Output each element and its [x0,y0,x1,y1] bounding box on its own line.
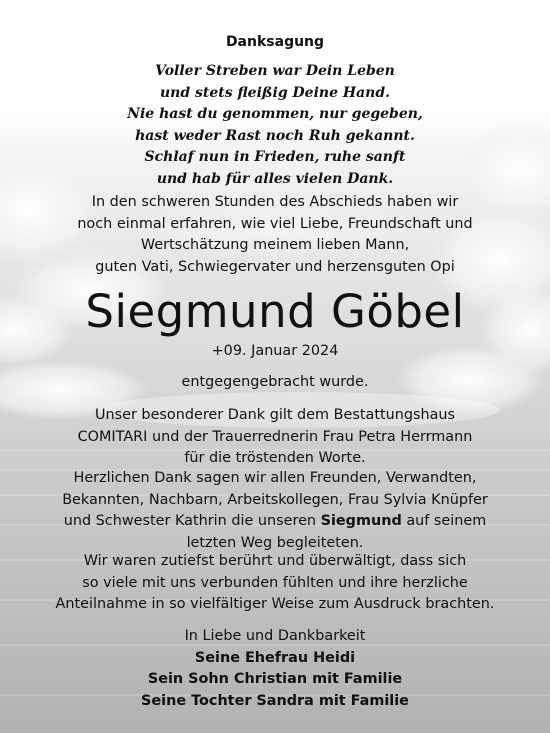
intro-line: Wertschätzung meinem lieben Mann, [140,237,410,254]
thanks-friends-line [0,511,550,533]
notice-heading: Danksagung [225,34,325,50]
poem-line: hast weder Rast noch Ruh gekannt. [135,127,415,144]
thanks-funeral-line: für die tröstenden Worte. [184,450,366,467]
poem-line: Nie hast du genommen, nur gegeben, [127,106,423,123]
thanks-friends-paragraph [0,468,550,554]
thanks-funeral-line: COMITARI und der Trauerrednerin Frau Petra Herrmann [77,428,473,445]
moved-paragraph [0,551,550,616]
thanks-friends-line: Herzlichen Dank sagen wir allen Freunden, Verwandten, [73,470,477,486]
intro-line: guten Vati, Schwiegervater und herzensguten Opi [95,258,455,275]
received-text: entgegengebracht wurde. [181,374,369,390]
intro-line: In den schweren Stunden des Abschieds haben wir [91,194,459,210]
signature-wife: Seine Ehefrau Heidi [194,649,356,666]
signature-daughter: Seine Tochter Sandra mit Familie [141,692,409,709]
signature-block [0,626,550,712]
intro-line: noch einmal erfahren, wie viel Liebe, Freundschaft und [77,215,473,232]
deceased-name: Siegmund Göbel [85,285,465,338]
moved-line: so viele mit uns verbunden fühlten und ihre herzliche [82,574,468,591]
moved-line: Anteilnahme in so vielfältiger Weise zum Ausdruck brachten. [55,596,495,613]
poem-line: Voller Streben war Dein Leben [155,63,395,79]
poem-line: und stets fleißig Deine Hand. [160,84,390,101]
thanks-friends-text: und Schwester Kathrin die unseren [63,513,321,530]
thanks-funeral-paragraph [0,405,550,470]
thanks-friends-line: Bekannten, Nachbarn, Arbeitskollegen, Frau Sylvia Knüpfer [62,491,488,508]
poem-line: Schlaf nun in Frieden, ruhe sanft [144,149,406,166]
moved-line: Wir waren zutiefst berührt und überwältigt, dass sich [83,553,467,569]
thanks-funeral-line: Unser besonderer Dank gilt dem Bestattungshaus [94,407,456,423]
poem-line: und hab für alles vielen Dank. [156,170,394,187]
death-date-text: +09. Januar 2024 [211,343,339,359]
death-date [0,341,550,363]
intro-paragraph [0,192,550,278]
received-line [0,372,550,394]
thanks-friends-text: auf seinem [401,513,487,530]
poem [0,61,550,191]
thanks-friends-line: letzten Weg begleiteten. [186,534,364,551]
highlighted-name: Siegmund [320,513,402,530]
closing-line: In Liebe und Dankbarkeit [184,628,366,644]
signature-son: Sein Sohn Christian mit Familie [147,671,403,688]
